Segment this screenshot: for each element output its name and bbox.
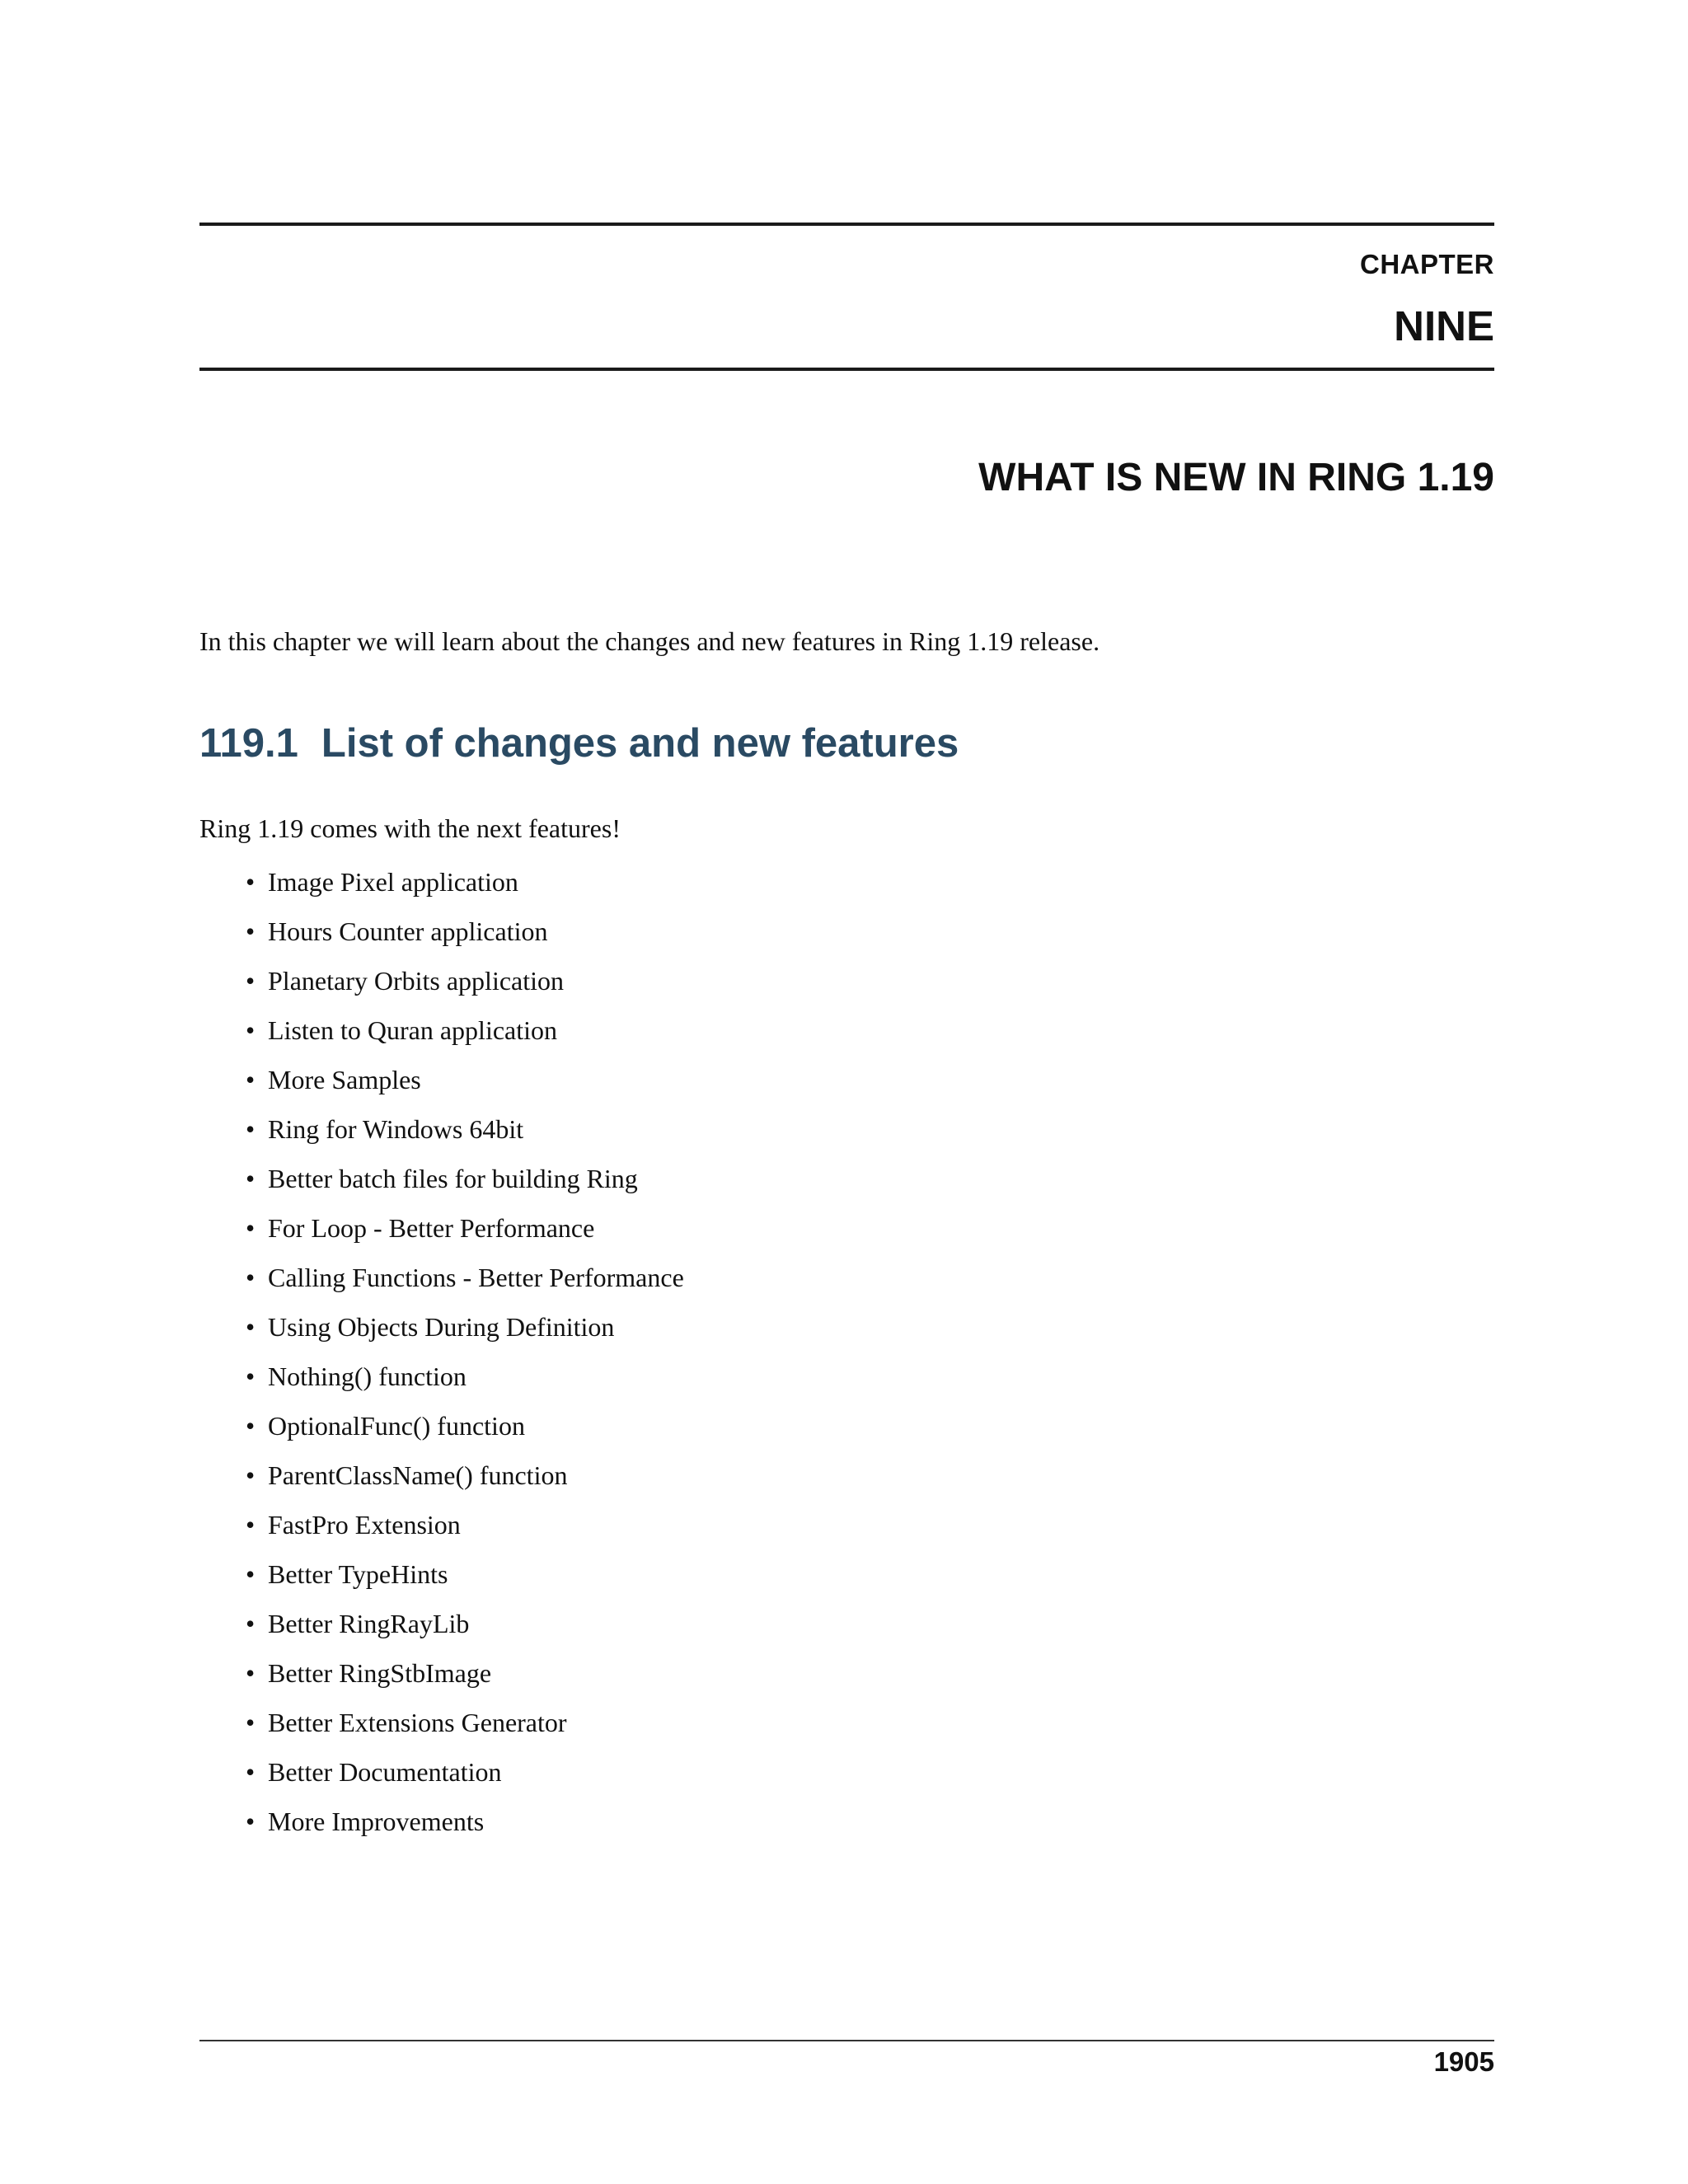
chapter-number: NINE <box>1394 302 1494 349</box>
lead-paragraph: Ring 1.19 comes with the next features! <box>199 813 621 843</box>
bullet-icon: • <box>246 1658 256 1688</box>
section-heading <box>199 720 959 766</box>
chapter-top-rule <box>199 223 1494 226</box>
bullet-icon: • <box>246 1263 256 1292</box>
list-item <box>246 1055 684 1104</box>
bullet-icon: • <box>246 1411 256 1441</box>
list-item-text: Better RingStbImage <box>268 1658 492 1688</box>
bullet-icon: • <box>246 1609 256 1638</box>
list-item-text: Image Pixel application <box>268 867 518 897</box>
chapter-bottom-rule <box>199 368 1494 371</box>
bullet-icon: • <box>246 1114 256 1144</box>
feature-list <box>246 857 684 1846</box>
bullet-icon: • <box>246 1757 256 1787</box>
list-item-text: Better batch files for building Ring <box>268 1164 638 1193</box>
list-item-text: Better Extensions Generator <box>268 1708 567 1737</box>
bullet-icon: • <box>246 867 256 897</box>
list-item <box>246 907 684 956</box>
list-item <box>246 1747 684 1797</box>
list-item-text: Planetary Orbits application <box>268 966 565 996</box>
bullet-icon: • <box>246 1510 256 1540</box>
list-item <box>246 956 684 1005</box>
list-item-text: More Samples <box>268 1065 421 1094</box>
list-item <box>246 1203 684 1253</box>
section-number: 119.1 <box>199 721 298 766</box>
list-item <box>246 1352 684 1401</box>
list-item-text: Using Objects During Definition <box>268 1312 615 1342</box>
footer-rule <box>199 2040 1494 2041</box>
list-item-text: More Improvements <box>268 1807 485 1836</box>
bullet-icon: • <box>246 1164 256 1193</box>
bullet-icon: • <box>246 1559 256 1589</box>
bullet-icon: • <box>246 1361 256 1391</box>
bullet-icon: • <box>246 1065 256 1094</box>
bullet-icon: • <box>246 1015 256 1045</box>
list-item <box>246 857 684 907</box>
page-number: 1905 <box>1433 2046 1494 2077</box>
list-item <box>246 1104 684 1154</box>
bullet-icon: • <box>246 966 256 996</box>
list-item-text: Better TypeHints <box>268 1559 448 1589</box>
list-item <box>246 1797 684 1846</box>
chapter-label: CHAPTER <box>1359 249 1494 279</box>
list-item <box>246 1401 684 1451</box>
list-item <box>246 1005 684 1055</box>
bullet-icon: • <box>246 1213 256 1243</box>
list-item-text: Better RingRayLib <box>268 1609 470 1638</box>
section-title: List of changes and new features <box>321 721 959 766</box>
list-item-text: Hours Counter application <box>268 916 548 946</box>
list-item <box>246 1549 684 1599</box>
list-item-text: FastPro Extension <box>268 1510 461 1540</box>
list-item <box>246 1302 684 1352</box>
list-item <box>246 1599 684 1648</box>
list-item <box>246 1451 684 1500</box>
list-item <box>246 1154 684 1203</box>
list-item-text: Nothing() function <box>268 1361 467 1391</box>
chapter-title: WHAT IS NEW IN RING 1.19 <box>978 456 1494 499</box>
bullet-icon: • <box>246 916 256 946</box>
list-item-text: ParentClassName() function <box>268 1460 568 1490</box>
intro-paragraph: In this chapter we will learn about the changes and new features in Ring 1.19 release. <box>199 626 1100 656</box>
list-item-text: For Loop - Better Performance <box>268 1213 595 1243</box>
list-item <box>246 1648 684 1698</box>
list-item-text: Listen to Quran application <box>268 1015 558 1045</box>
bullet-icon: • <box>246 1807 256 1836</box>
bullet-icon: • <box>246 1708 256 1737</box>
list-item-text: OptionalFunc() function <box>268 1411 525 1441</box>
list-item-text: Calling Functions - Better Performance <box>268 1263 684 1292</box>
list-item-text: Better Documentation <box>268 1757 502 1787</box>
list-item <box>246 1253 684 1302</box>
bullet-icon: • <box>246 1460 256 1490</box>
list-item-text: Ring for Windows 64bit <box>268 1114 524 1144</box>
list-item <box>246 1500 684 1549</box>
list-item <box>246 1698 684 1747</box>
bullet-icon: • <box>246 1312 256 1342</box>
